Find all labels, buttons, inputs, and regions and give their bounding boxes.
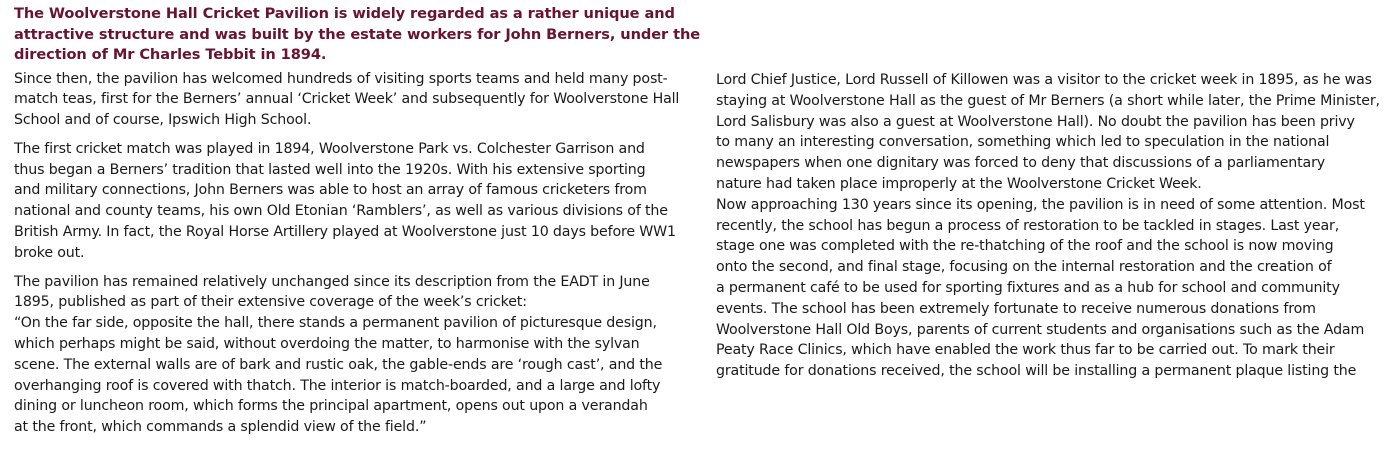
text-line: gratitude for donations received, the school will be installing a permanent plaque listing the	[716, 363, 1357, 380]
text-line: stage one was completed with the re-thatching of the roof and the school is now moving	[716, 238, 1334, 255]
left-column	[14, 4, 704, 438]
text-line: and military connections, John Berners was able to host an array of famous cricketers from	[14, 182, 647, 199]
text-line: events. The school has been extremely fortunate to receive numerous donations from	[716, 300, 1316, 317]
text-line: nature had taken place improperly at the Woolverstone Cricket Week.	[716, 175, 1202, 192]
text-line: 1895, published as part of their extensive coverage of the week’s cricket:	[14, 294, 527, 311]
paragraph-eadt-description	[14, 272, 704, 314]
text-line: match teas, first for the Berners’ annual ‘Cricket Week’ and subsequently for Woolverstone Hall	[14, 91, 680, 108]
text-line: broke out.	[14, 244, 85, 261]
text-line: Lord Salisbury was also a guest at Woolverstone Hall). No doubt the pavilion has been privy	[716, 113, 1355, 130]
text-line: which perhaps might be said, without overdoing the matter, to harmonise with the sylvan	[14, 336, 640, 353]
text-line: The first cricket match was played in 1894, Woolverstone Park vs. Colchester Garrison and	[14, 140, 645, 157]
heading-line: direction of Mr Charles Tebbit in 1894.	[14, 46, 327, 63]
text-line: The pavilion has remained relatively unchanged since its description from the EADT in June	[14, 273, 650, 290]
text-line: a permanent café to be used for sporting fixtures and as a hub for school and community	[716, 279, 1340, 296]
paragraph-history	[14, 69, 704, 131]
intro-heading	[14, 4, 704, 66]
text-line: Now approaching 130 years since its opening, the pavilion is in need of some attention. Most	[716, 196, 1365, 213]
text-line: overhanging roof is covered with thatch. The interior is match-boarded, and a large and lofty	[14, 377, 661, 394]
text-line: British Army. In fact, the Royal Horse Artillery played at Woolverstone just 10 days before WW1	[14, 224, 676, 241]
heading-line: attractive structure and was built by the estate workers for John Berners, under the	[14, 25, 701, 43]
text-line: recently, the school has begun a process of restoration to be tackled in stages. Last year,	[716, 217, 1340, 234]
text-line: dining or luncheon room, which forms the principal apartment, opens out upon a verandah	[14, 398, 648, 415]
text-line: scene. The external walls are of bark and rustic oak, the gable-ends are ‘rough cast’, and the	[14, 356, 663, 373]
text-line: School and of course, Ipswich High School.	[14, 112, 312, 129]
heading-line: The Woolverstone Hall Cricket Pavilion is widely regarded as a rather unique and	[14, 5, 675, 22]
paragraph-restoration	[716, 195, 1392, 382]
text-line: thus began a Berners’ tradition that lasted well into the 1920s. With his extensive sporting	[14, 161, 646, 178]
paragraph-quote	[14, 313, 704, 438]
text-line: Lord Chief Justice, Lord Russell of Killowen was a visitor to the cricket week in 1895, as he was	[716, 72, 1372, 88]
text-line: to many an interesting conversation, something which led to speculation in the national	[716, 134, 1330, 151]
text-line: staying at Woolverstone Hall as the guest of Mr Berners (a short while later, the Prime Minister,	[716, 92, 1380, 109]
text-line: at the front, which commands a splendid view of the field.”	[14, 419, 427, 436]
paragraph-visitors	[716, 70, 1392, 195]
paragraph-first-match	[14, 139, 704, 264]
text-line: Peaty Race Clinics, which have enabled the work thus far to be carried out. To mark their	[716, 342, 1335, 359]
text-line: Since then, the pavilion has welcomed hundreds of visiting sports teams and held many post-	[14, 70, 668, 87]
text-line: onto the second, and final stage, focusing on the internal restoration and the creation of	[716, 259, 1332, 276]
text-line: “On the far side, opposite the hall, there stands a permanent pavilion of picturesque design,	[14, 315, 657, 332]
right-column	[716, 70, 1392, 382]
text-line: national and county teams, his own Old Etonian ‘Ramblers’, as well as various divisions of the	[14, 203, 668, 220]
text-line: newspapers when one dignitary was forced to deny that discussions of a parliamentary	[716, 155, 1326, 172]
text-line: Woolverstone Hall Old Boys, parents of current students and organisations such as the Adam	[716, 321, 1365, 338]
